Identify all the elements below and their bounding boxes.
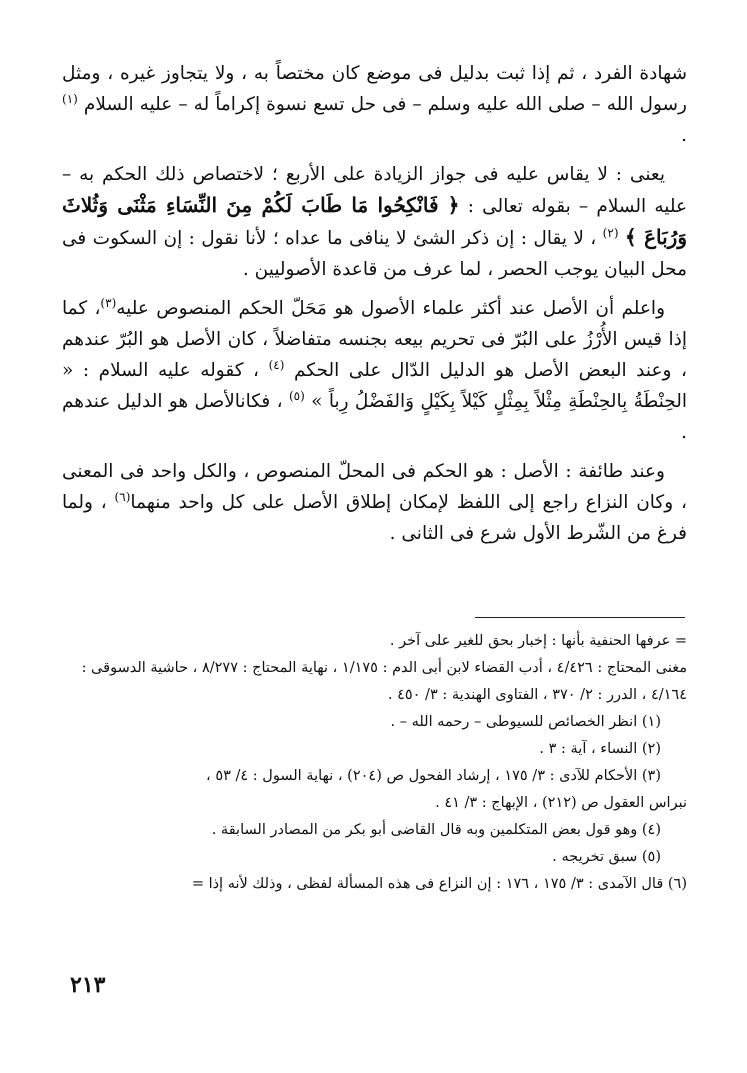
footnote-4: (٤) وهو قول بعض المتكلمين وبه قال القاضى أبو بكر من المصادر السابقة . xyxy=(211,822,661,838)
footnote-carry: = عرفها الحنفية بأنها : إخبار بحق للغير على آخر . xyxy=(389,633,687,649)
footnote-6: (٦) قال الآمدى : ٣/ ١٧٥ ، ١٧٦ : إن النزاع فى هذه المسألة لفظى ، وذلك لأنه إذا = xyxy=(191,876,687,892)
footnote-ref: (٦) xyxy=(114,489,131,504)
footnote-2: (٢) النساء ، آية : ٣ . xyxy=(539,741,661,757)
footnote-ref: (١) xyxy=(62,91,78,106)
paragraph-3: واعلم أن الأصل عند أكثر علماء الأصول هو مَحَلّ الحكم المنصوص عليه$^{(٣)}$، كما إذا قيس الأُرْزُ على البُرّ فى تحريم بيعه بجنسه متفاضلاً ، كان الأصل هو البُرّ عندهم ، وعند البعض الأصل هو الدليل الدّال على الحكم $^{(٤)}$ ، كقوله عليه السلام : « الحِنْطَةُ بِالحِنْطَةِ مِثْلاً بِمِثْلٍ كَيْلاً بِكَيْلٍ وَالفَضْلُ رِباً » $^{(٥)}$ ، فكانالأصل هو الدليل عندهم . xyxy=(62,295,688,443)
footnote-5: (٥) سبق تخريجه . xyxy=(552,849,661,865)
paragraph-1: شهادة الفرد ، ثم إذا ثبت بدليل فى موضع كان مختصاً به ، ولا يتجاوز غيره ، ومثل رسول الله – صلى الله عليه وسلم – فى حل تسع نسوة إكراماً له – عليه السلام $^{(١)}$ . xyxy=(62,63,687,146)
footnote-ref: (٤) xyxy=(268,357,285,372)
paragraph-4: وعند طائفة : الأصل : هو الحكم فى المحلّ المنصوص ، والكل واحد فى المعنى ، وكان النزاع راجع إلى اللفظ لإمكان إطلاق الأصل على كل واحد منهما$^{(٦)}$ ، ولما فرغ من الشّرط الأول شرع فى الثانى . xyxy=(62,461,687,544)
footnote-3-cont: نبراس العقول ص (٢١٢) ، الإبهاج : ٣/ ٤١ . xyxy=(435,795,687,811)
quran-quote: ﴿ فَانْكِحُوا مَا طَابَ لَكُمْ مِنَ النِّسَاءِ مَثْنَى وَثُلاثَ وَرُبَاعَ ﴾ xyxy=(62,193,687,249)
page-number: ٢١٣ xyxy=(70,972,106,998)
main-text xyxy=(62,58,687,557)
footnote-divider xyxy=(475,617,685,618)
footnotes xyxy=(62,628,687,898)
footnote-ref: (٥) xyxy=(288,388,305,403)
footnote-3: (٣) الأحكام للآدى : ٣/ ١٧٥ ، إرشاد الفحول ص (٢٠٤) ، نهاية السول : ٤/ ٥٣ ، xyxy=(206,768,661,784)
footnote-ref: (٢) xyxy=(602,225,619,240)
footnote-ref: (٣) xyxy=(100,295,117,310)
footnote-1: (١) انظر الخصائص للسيوطى – رحمه الله – . xyxy=(390,714,661,730)
footnote-carry: مغنى المحتاج : ٤/٤٢٦ ، أدب القضاء لابن أبى الدم : ١/١٧٥ ، نهاية المحتاج : ٨/٢٧٧ ، حاشية الدسوقى : ٤/١٦٤ ، الدرر : ٢/ ٣٧٠ ، الفتاوى الهندية : ٣/ ٤٥٠ . xyxy=(81,660,687,703)
paragraph-2: يعنى : لا يقاس عليه فى جواز الزيادة على الأربع ؛ لاختصاص ذلك الحكم به – عليه السلام – بقوله تعالى : ﴿ فَانْكِحُوا مَا طَابَ لَكُمْ مِنَ النِّسَاءِ مَثْنَى وَثُلاثَ وَرُبَاعَ ﴾ $^{(٢)}$ ، لا يقال : إن ذكر الشئ لا ينافى ما عداه ؛ لأنا نقول : إن السكوت فى محل البيان يوجب الحصر ، لما عرف من قاعدة الأصوليين . xyxy=(62,164,688,280)
